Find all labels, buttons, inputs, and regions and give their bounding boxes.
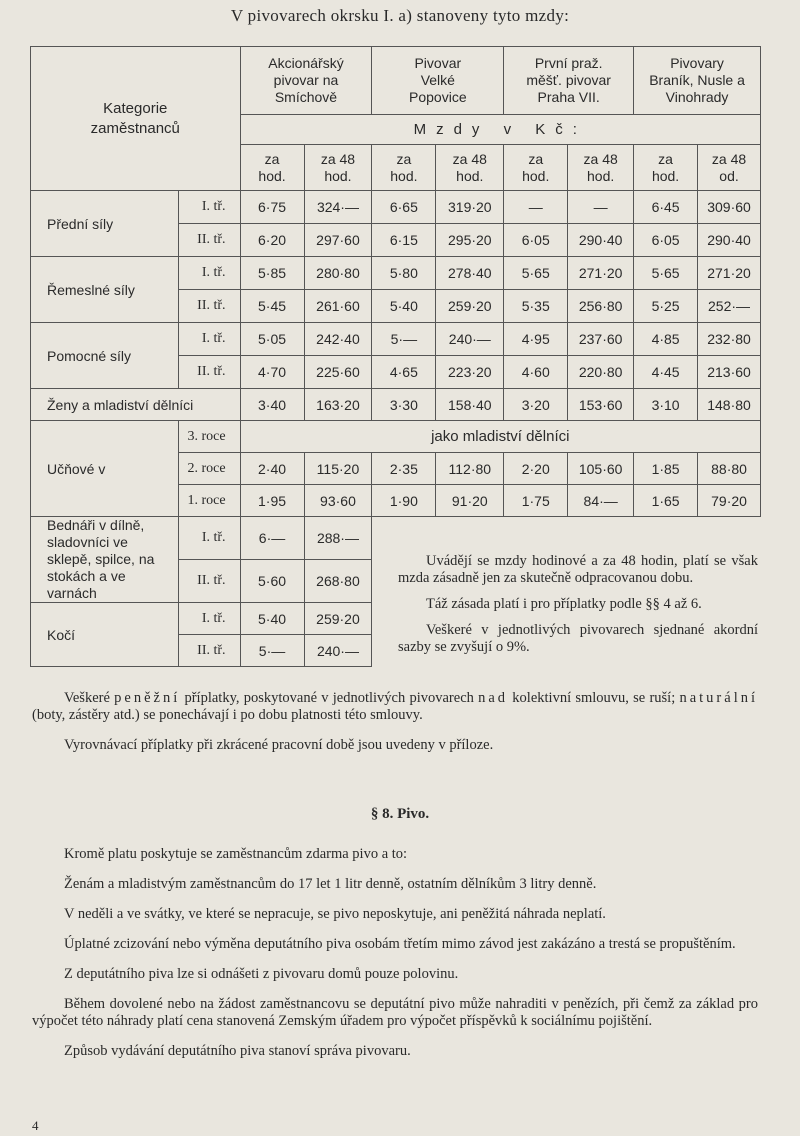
brewery-header-2: Pivovar Velké Popovice — [372, 47, 504, 115]
class-label: II. tř. — [178, 560, 240, 603]
table-cell: 2·40 — [240, 453, 304, 485]
table-cell: 5·40 — [372, 290, 436, 323]
table-cell: 148·80 — [698, 389, 761, 421]
table-cell: 290·40 — [568, 224, 634, 257]
apprentice-note: jako mladiství dělníci — [240, 421, 760, 453]
table-cell: 280·80 — [304, 257, 372, 290]
table-cell: 295·20 — [436, 224, 504, 257]
table-cell: 220·80 — [568, 356, 634, 389]
category-bednari-text: Bednáři v dílně, sladovníci ve sklepě, spilce, na stokách a ve varnách — [47, 517, 155, 601]
class-label: II. tř. — [178, 635, 240, 667]
paragraph-compensation: Vyrovnávací příplatky při zkrácené pracovní době jsou uvedeny v příloze. — [64, 737, 494, 753]
table-cell: 268·80 — [304, 560, 372, 603]
table-cell: 5·40 — [240, 603, 304, 635]
paragraph-supplements — [32, 690, 758, 724]
category-ucnove: Učňové v — [31, 421, 179, 517]
table-cell: 158·40 — [436, 389, 504, 421]
year-label: 2. roce — [178, 453, 240, 485]
table-cell: 5·65 — [634, 257, 698, 290]
table-cell: 5·— — [240, 635, 304, 667]
class-label: I. tř. — [178, 517, 240, 560]
table-cell: 91·20 — [436, 485, 504, 517]
year-label: 3. roce — [178, 421, 240, 453]
section-paragraph: Ženám a mladistvým zaměstnancům do 17 let 1 litr denně, ostatním dělníkům 3 litry denně. — [64, 876, 597, 892]
page-number: 4 — [32, 1118, 39, 1133]
table-cell: 252·— — [698, 290, 761, 323]
text-run: (boty, zástěry atd.) se ponechávají i po dobu platnosti této smlouvy. — [32, 707, 423, 723]
table-cell: 256·80 — [568, 290, 634, 323]
table-cell: 6·15 — [372, 224, 436, 257]
table-cell: 4·70 — [240, 356, 304, 389]
table-cell: — — [504, 191, 568, 224]
table-cell: 4·85 — [634, 323, 698, 356]
table-cell: 2·20 — [504, 453, 568, 485]
table-cell: 4·60 — [504, 356, 568, 389]
category-predni: Přední síly — [31, 191, 179, 257]
table-cell: 1·65 — [634, 485, 698, 517]
table-cell: 112·80 — [436, 453, 504, 485]
table-cell: 153·60 — [568, 389, 634, 421]
class-label: II. tř. — [178, 356, 240, 389]
table-cell: 1·85 — [634, 453, 698, 485]
class-label: I. tř. — [178, 191, 240, 224]
class-label: II. tř. — [178, 224, 240, 257]
col-hour: za hod. — [240, 145, 304, 191]
class-label: II. tř. — [178, 290, 240, 323]
table-cell: 6·05 — [504, 224, 568, 257]
note-paragraph: Veškeré v jednotlivých pivovarech sjednané akordní sazby se zvyšují o 9%. — [398, 622, 758, 655]
table-cell: 288·— — [304, 517, 372, 560]
table-cell: 5·45 — [240, 290, 304, 323]
table-cell: 84·— — [568, 485, 634, 517]
table-cell: 223·20 — [436, 356, 504, 389]
emphasis-text: naturální — [679, 690, 759, 706]
col-48: za 48 hod. — [568, 145, 634, 191]
table-heading: V pivovarech okrsku I. a) stanoveny tyto mzdy: — [230, 6, 570, 25]
table-cell: 88·80 — [698, 453, 761, 485]
table-cell: 319·20 — [436, 191, 504, 224]
category-koci: Kočí — [31, 603, 179, 667]
section-paragraph: Úplatné zcizování nebo výměna deputátního piva osobám třetím mimo závod jest zakázáno a trestá se propuštěním. — [64, 936, 736, 952]
table-cell: 1·95 — [240, 485, 304, 517]
table-cell: 232·80 — [698, 323, 761, 356]
col-48: za 48 od. — [698, 145, 761, 191]
section-paragraph: Během dovolené nebo na žádost zaměstnancovu se deputátní pivo může nahraditi v penězích, při čemž za základ pro výpočet této náhrady platí cena stanovená Zemským úřadem pro výpočet příspěvků k sociálnímu pojištění. — [32, 996, 758, 1029]
table-cell: 2·35 — [372, 453, 436, 485]
category-remeslne: Řemeslné síly — [31, 257, 179, 323]
table-cell: 79·20 — [698, 485, 761, 517]
class-label: I. tř. — [178, 257, 240, 290]
table-cell: 5·05 — [240, 323, 304, 356]
table-cell: 93·60 — [304, 485, 372, 517]
section-title: § 8. Pivo. — [370, 806, 430, 822]
table-cell: 3·40 — [240, 389, 304, 421]
col-48: za 48 hod. — [436, 145, 504, 191]
section-text — [32, 846, 758, 1073]
year-label: 1. roce — [178, 485, 240, 517]
table-cell: 6·65 — [372, 191, 436, 224]
table-cell: 240·— — [304, 635, 372, 667]
table-cell: 6·20 — [240, 224, 304, 257]
table-cell: 237·60 — [568, 323, 634, 356]
table-notes — [398, 553, 758, 665]
category-header-text: Kategorie zaměstnanců — [90, 99, 180, 137]
table-cell: 259·20 — [436, 290, 504, 323]
table-cell: 297·60 — [304, 224, 372, 257]
table-cell: 309·60 — [698, 191, 761, 224]
category-pomocne: Pomocné síly — [31, 323, 179, 389]
wage-header: Mzdy v Kč: — [240, 115, 760, 145]
col-hour: za hod. — [372, 145, 436, 191]
table-cell: 225·60 — [304, 356, 372, 389]
table-cell: 115·20 — [304, 453, 372, 485]
category-zeny: Ženy a mladiství dělníci — [31, 389, 241, 421]
brewery-header-4: Pivovary Braník, Nusle a Vinohrady — [634, 47, 761, 115]
table-cell: 290·40 — [698, 224, 761, 257]
table-cell: 6·— — [240, 517, 304, 560]
table-cell: 5·60 — [240, 560, 304, 603]
text-run: příplatky, poskytované v jednotlivých pivovarech — [180, 690, 479, 706]
category-header — [31, 47, 241, 191]
note-paragraph: Uvádějí se mzdy hodinové a za 48 hodin, platí se však mzda zásadně jen za skutečně odpracovanou dobu. — [398, 553, 758, 586]
table-cell: 259·20 — [304, 603, 372, 635]
table-cell: 1·90 — [372, 485, 436, 517]
table-cell: 3·20 — [504, 389, 568, 421]
table-cell: 105·60 — [568, 453, 634, 485]
table-cell: 271·20 — [568, 257, 634, 290]
table-cell: 5·— — [372, 323, 436, 356]
emphasis-text: nad — [478, 690, 509, 706]
note-paragraph: Táž zásada platí i pro příplatky podle §§ 4 až 6. — [426, 596, 702, 612]
table-cell: 1·75 — [504, 485, 568, 517]
brewery-header-3: První praž. měšť. pivovar Praha VII. — [504, 47, 634, 115]
table-cell: 163·20 — [304, 389, 372, 421]
table-cell: 242·40 — [304, 323, 372, 356]
emphasis-text: peněžní — [114, 690, 181, 706]
table-cell: 4·45 — [634, 356, 698, 389]
text-run: kolektivní smlouvu, se ruší; — [508, 690, 680, 706]
col-48: za 48 hod. — [304, 145, 372, 191]
brewery-header-1: Akcionářský pivovar na Smíchově — [240, 47, 372, 115]
col-hour: za hod. — [634, 145, 698, 191]
table-cell: 3·30 — [372, 389, 436, 421]
table-cell: 271·20 — [698, 257, 761, 290]
table-cell: 240·— — [436, 323, 504, 356]
text-run: Veškeré — [64, 690, 115, 706]
supplements-text — [32, 690, 758, 767]
class-label: I. tř. — [178, 603, 240, 635]
section-paragraph: Z deputátního piva lze si odnášeti z pivovaru domů pouze polovinu. — [64, 966, 459, 982]
col-hour: za hod. — [504, 145, 568, 191]
table-cell: 3·10 — [634, 389, 698, 421]
table-cell: — — [568, 191, 634, 224]
table-cell: 6·05 — [634, 224, 698, 257]
class-label: I. tř. — [178, 323, 240, 356]
section-paragraph: Kromě platu poskytuje se zaměstnancům zdarma pivo a to: — [64, 846, 408, 862]
table-cell: 4·95 — [504, 323, 568, 356]
table-cell: 5·85 — [240, 257, 304, 290]
table-cell: 6·75 — [240, 191, 304, 224]
table-cell: 5·25 — [634, 290, 698, 323]
table-cell: 261·60 — [304, 290, 372, 323]
section-paragraph: V neděli a ve svátky, ve které se nepracuje, se pivo neposkytuje, ani peněžitá náhrada neplatí. — [64, 906, 606, 922]
section-paragraph: Způsob vydávání deputátního piva stanoví správa pivovaru. — [64, 1043, 411, 1059]
table-cell: 5·35 — [504, 290, 568, 323]
table-cell: 5·65 — [504, 257, 568, 290]
table-cell: 4·65 — [372, 356, 436, 389]
table-cell: 5·80 — [372, 257, 436, 290]
table-cell: 213·60 — [698, 356, 761, 389]
table-cell: 6·45 — [634, 191, 698, 224]
table-cell: 278·40 — [436, 257, 504, 290]
category-bednari — [31, 517, 179, 603]
table-cell: 324·— — [304, 191, 372, 224]
